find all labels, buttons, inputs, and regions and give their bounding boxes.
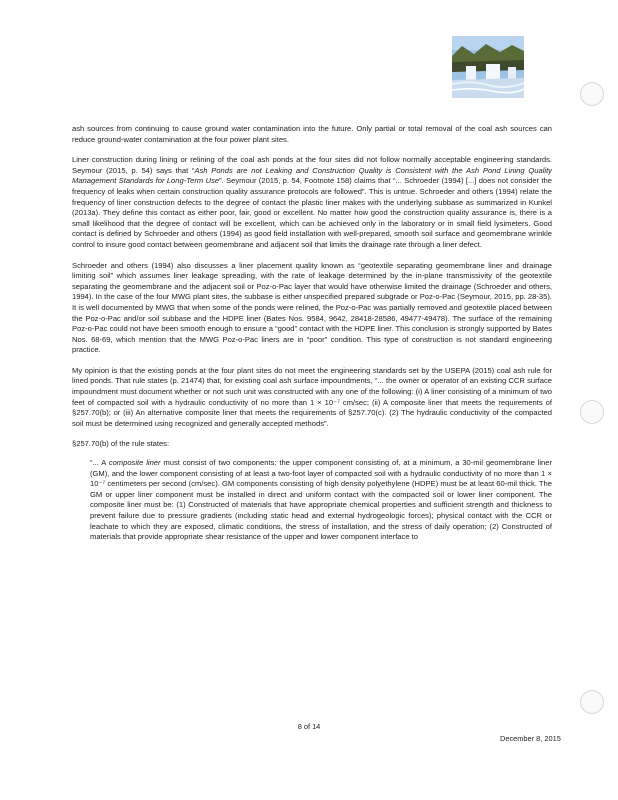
- header-waterfall-photo: [452, 36, 524, 98]
- binder-punch-hole-middle: [580, 400, 604, 424]
- footer-date: December 8, 2015: [500, 734, 561, 743]
- binder-punch-hole-bottom: [580, 690, 604, 714]
- binder-punch-hole-top: [580, 82, 604, 106]
- paragraph-opinion-usepa: My opinion is that the existing ponds at the four plant sites do not meet the engineering standards set by the USEPA (2015) coal ash rule for lined ponds. That rule states (p. 21474) that, for existing coal ash surface impoundments, “... the owner or operator of an existing CCR surface impoundment must document whether or not such unit was constructed with any one of the following: (i) A liner consisting of a minimum of two feet of compacted soil with a hydraulic conductivity of no more than 1 × 10⁻⁷ cm/sec; (ii) A composite liner that meets the requirements of §257.70(b); or (iii) An alternative composite liner that meets the requirements of §257.70(c). (2) The hydraulic conductivity of the compacted soil must be determined using recognized and generally accepted methods”.: [72, 365, 552, 428]
- document-body: [72, 124, 552, 543]
- block-quote-composite-liner: “... A composite liner must consist of two components: the upper component consisting of, at a minimum, a 30-mil geomembrane liner (GM), and the lower component consisting of at least a two-foot layer of compacted soil with a hydraulic conductivity of no more than 1 × 10⁻⁷ centimeters per second (cm/sec). GM components consisting of high density polyethylene (HDPE) must be at least 60-mil thick. The GM or upper liner component must be installed in direct and uniform contact with the compacted soil or lower liner component. The composite liner must be: (1) Constructed of materials that have appropriate chemical properties and sufficient strength and thickness to prevent failure due to pressure gradients (including static head and external hydrogeologic forces); physical contact with the CCR or leachate to which they are exposed, climatic conditions, the stress of installation, and the stress of daily operation; (2) Constructed of materials that provide appropriate shear resistance of the upper and lower component interface to: [90, 458, 552, 542]
- paragraph-rule-section: §257.70(b) of the rule states:: [72, 439, 170, 449]
- paragraph-coal-ash-sources: ash sources from continuing to cause ground water contamination into the future. Only partial or total removal of the coal ash sources can reduce ground-water contamination at the four power plant sites.: [72, 124, 552, 144]
- paragraph-liner-construction: Liner construction during lining or relining of the coal ash ponds at the four sites did not follow normally acceptable engineering standards. Seymour (2015, p. 54) says that “Ash Ponds are not Leaking and Construction Quality is Consistent with the Ash Pond Lining Quality Management Standards for Long-Term Use”. Seymour (2015, p. 54, Footnote 158) claims that “... Schroeder (1994) [...] does not consider the frequency of leaks when certain construction quality assurance protocols are followed”. This is untrue. Schroeder and others (1994) relate the frequency of liner construction defects to the degree of contact the plastic liner makes with the underlying subbase as summarized in Kunkel (2013a). They define this contact as either poor, fair, good or excellent. No matter how good the construction quality assurance is, there is a small likelihood that the degree of contact will be excellent, which can be achieved only in the laboratory or in small field lysimeters. Good contact is defined by Schroeder and others (1994) as good field installation with well-prepared, smooth soil surface and geomembrane wrinkle control to insure good contact between geomembrane and adjacent soil that limits the drainage rate through a liner defect.: [72, 155, 553, 249]
- page-number: 8 of 14: [297, 722, 321, 731]
- paragraph-schroeder-placement: Schroeder and others (1994) also discusses a liner placement quality known as “geotextile separating geomembrane liner and drainage limiting soil” which assumes liner leakage spreading, with the rate of leakage determined by the in-plane transmissivity of the geotextile separating the geomembrane and the adjacent soil or Poz-o-Pac layer that would have otherwise limited the drainage (Schroeder and others, 1994). In the case of the four MWG plant sites, the subbase is either unspecified prepared subgrade or Poz-o-Pac (Seymour, 2015, pp. 28-35). It is well documented by MWG that when some of the ponds were relined, the Poz-o-Pac was partially removed and geotextile placed between the Poz-o-Pac and/or soil subbase and the HDPE liner (Bates Nos. 9584, 9642, 28418-28586, 49477-49478). The surface of the remaining Poz-o-Pac could not have been smooth enough to ensure a “good” contact with the HDPE liner. This conclusion is strongly supported by Bates Nos. 68-69, which mention that the MWG Poz-o-Pac liners are in “poor” condition. This type of construction is not standard engineering practice.: [72, 260, 552, 355]
